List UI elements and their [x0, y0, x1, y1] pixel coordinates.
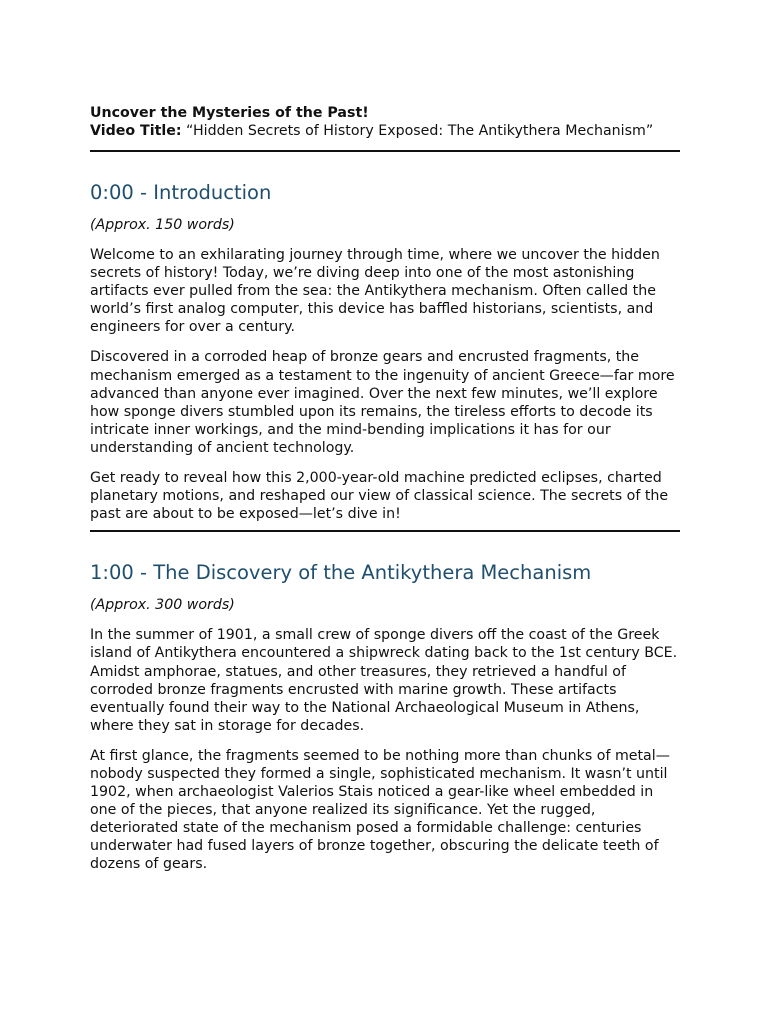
paragraph: In the summer of 1901, a small crew of sponge divers off the coast of the Greek island of Antikythera encountered a shipwreck dating back to the 1st century BCE. Amidst amphorae, statues, and other treasures, they retrieved a handful of corroded bronze fragments encrusted with marine growth. These artifacts eventually found their way to the National Archaeological Museum in Athens, where they sat in storage for decades. — [90, 627, 678, 734]
section-word-count: (Approx. 150 words) — [90, 217, 235, 233]
divider-middle — [90, 530, 680, 532]
tagline: Uncover the Mysteries of the Past! — [90, 105, 369, 121]
divider-top — [90, 150, 680, 152]
section-title-introduction: 0:00 - Introduction — [90, 181, 272, 204]
video-title-value: “Hidden Secrets of History Exposed: The Antikythera Mechanism” — [181, 123, 654, 139]
paragraph: At first glance, the fragments seemed to be nothing more than chunks of metal—nobody suspected they formed a single, sophisticated mechanism. It wasn’t until 1902, when archaeologist Valerios Stais noticed a gear-like wheel embedded in one of the pieces, that anyone realized its significance. Yet the rugged, deteriorated state of the mechanism posed a formidable challenge: centuries underwater had fused layers of bronze together, obscuring the delicate teeth of dozens of gears. — [90, 747, 670, 873]
paragraph: Welcome to an exhilarating journey through time, where we uncover the hidden secrets of history! Today, we’re diving deep into one of the most astonishing artifacts ever pulled from the sea: the Antikythera mechanism. Often called the world’s first analog computer, this device has baffled historians, scientists, and engineers for over a century. — [90, 247, 660, 336]
section-title-discovery: 1:00 - The Discovery of the Antikythera Mechanism — [90, 561, 592, 585]
paragraph: Discovered in a corroded heap of bronze gears and encrusted fragments, the mechanism emerged as a testament to the ingenuity of ancient Greece—far more advanced than anyone ever imagined. Over the next few minutes, we’ll explore how sponge divers stumbled upon its remains, the tireless efforts to decode its intricate inner workings, and the mind-bending implications it has for our understanding of ancient technology. — [90, 349, 675, 456]
document-page — [90, 104, 680, 874]
paragraph: Get ready to reveal how this 2,000-year-old machine predicted eclipses, charted planetary motions, and reshaped our view of classical science. The secrets of the past are about to be exposed—let’s dive in! — [90, 470, 669, 523]
section-word-count: (Approx. 300 words) — [90, 597, 235, 614]
video-title — [90, 122, 680, 140]
video-title-label: Video Title: — [90, 123, 182, 139]
